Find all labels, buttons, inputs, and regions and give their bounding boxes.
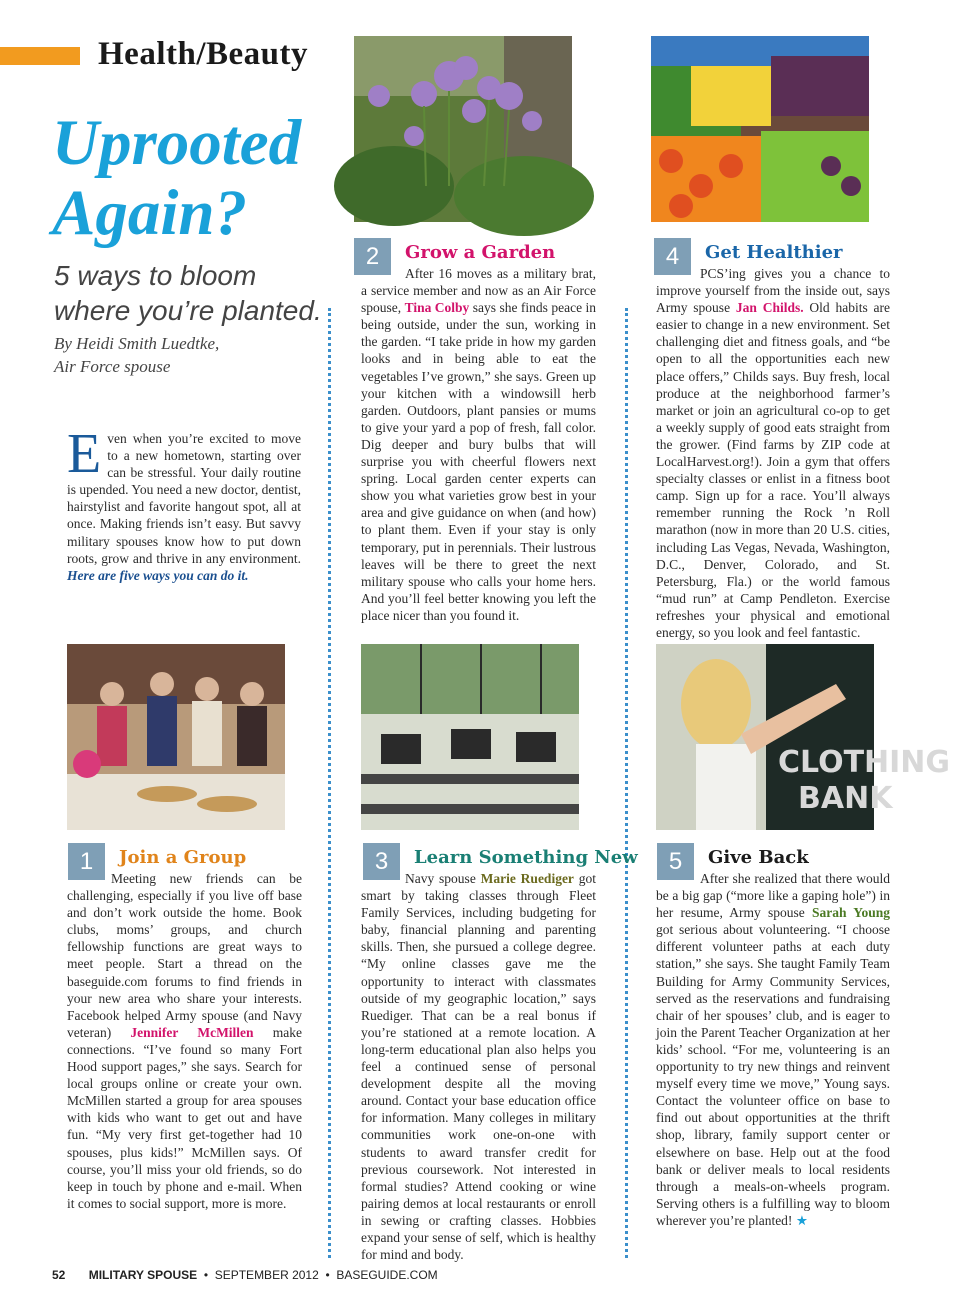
deck: [54, 258, 344, 328]
end-star-icon: ★: [795, 1212, 808, 1228]
column-divider-right: [625, 308, 628, 1258]
tip-number-1: 1: [68, 843, 105, 880]
byline: [54, 332, 344, 378]
tip-body-give-back: After she realized that there would be a big gap (“more like a gaping hole”) in her resume, Army spouse Sarah Young got serious about volunteering. “I choose different volunteer paths at each duty station,” she says. She taught Family Team Building for Army Community Services, served as the reservations and fundraising chair of her spouses’ club, and is eager to join the Parent Teacher Organization at her kids’ school. “For me, volunteering is an opportunity to try new things and reinvent myself every time we move,” Young says. Contact the volunteer office on base to find out about opportunities at the thrift shop, library, family support center or elsewhere on base. Help out at the food bank or deliver meals to local residents through a meals-on-wheels program. Serving others is a fulfilling way to bloom wherever you’re planted! ★: [656, 871, 890, 1228]
photo-garden-flowers: [354, 36, 572, 222]
tip-body-grow-a-garden: After 16 moves as a military brat, a service member and now as an Air Force spouse, Tina Colby says she finds peace in being outside, under the sun, working in the garden. “I take pride in how my garden looks and in being able to eat the vegetables I’ve grown,” she says. Green up your kitchen with a windowsill herb garden. Outdoors, plant pansies or mums to give your yard a pop of fresh, fall color. Dig deeper and bury bulbs that will surprise you with cheerful flowers next spring. Local garden center experts can show you what varieties grow best in your area and give guidance on when (and how) to plant them. Even if your stay is only temporary, put in perennials. Their lustrous leaves will be there to greet the next military spouse who calls your home hers. And you’ll feel better knowing you left the place nicer than you found it.: [361, 266, 597, 623]
tip-body-join-a-group: Meeting new friends can be challenging, especially if you live off base and don’t work outside the home. Book clubs, moms’ groups, and church fellowship functions are great ways to meet people. Start a thread on the baseguide.com forums to find friends in your new area who share your interests. Facebook helped Army spouse (and Navy veteran) Jennifer McMillen make connections. “I’ve found so many Fort Hood support pages,” she says. Search for local groups online or create your own. McMillen started a group for area spouses with kids who want to get out and have fun. “My very first get-together had 10 spouses, plus kids!” McMillen says. Of course, you’ll miss your old friends, so do keep in touch by phone and e-mail. When it comes to social support, more is more.: [67, 871, 302, 1211]
deck-line2: where you’re planted.: [54, 295, 322, 326]
tip-body-get-healthier: PCS’ing gives you a chance to improve yourself from the inside out, says Army spouse Jan Childs. Old habits are easier to change in a new environment. Set challenging diet and fitness goals, and “be open to all the opportunities each new place offers,” Childs says. Buy fresh, local produce at the neighborhood farmer’s market or join an agricultural co-op to get a weekly supply of good eats straight from the grower. (Find farms by ZIP code at LocalHarvest.org!). Join a gym that offers specialty classes or enlist in a fitness boot camp. Sign up for a race. You’ll always remember running the Rock ’n Roll marathon (now in more than 20 U.S. cities, including Las Vegas, Nevada, Washington, D.C., Denver, Colorado, and St. Petersburg, Fla.) or the world famous “mud run” at Camp Pendleton. Exercise refreshes your physical and emotional energy, so you look and feel fantastic.: [656, 266, 891, 640]
magazine-name: MILITARY SPOUSE: [88, 1268, 198, 1282]
tip-title-grow-a-garden: Grow a Garden: [405, 242, 556, 263]
intro-paragraph: [67, 423, 301, 584]
website: BASEGUIDE.COM: [336, 1268, 438, 1282]
tip-number-4: 4: [654, 238, 691, 275]
byline-line2: Air Force spouse: [54, 357, 171, 376]
spouse-name-tina-colby: Tina Colby: [404, 300, 470, 316]
photo-classroom: [361, 644, 579, 830]
photo-group-gathering: [67, 644, 285, 830]
headline: [52, 108, 342, 248]
headline-line2: Again?: [52, 177, 248, 249]
intro-text: ven when you’re excited to move to a new hometown, starting over can be stressful. Your daily routine is upended. You need a new doctor, dentist, hairstylist and favorite hangout spot, all at once. Making friends isn’t easy. But savvy military spouses know how to put down roots, grow and thrive in any environment.: [67, 431, 301, 566]
footer-separator: •: [203, 1268, 209, 1282]
sign-text-line2: BANK: [798, 781, 893, 816]
tip-number-3: 3: [363, 843, 400, 880]
spouse-name-jan-childs: Jan Childs.: [735, 300, 804, 316]
intro-cta: Here are five ways you can do it.: [67, 567, 249, 583]
tip-number-2: 2: [354, 238, 391, 275]
spouse-name-marie-ruediger: Marie Ruediger: [480, 871, 574, 886]
page-footer: [52, 1268, 438, 1282]
page-number: 52: [52, 1268, 66, 1282]
headline-line1: Uprooted: [52, 107, 302, 179]
byline-line1: By Heidi Smith Luedtke,: [54, 334, 220, 353]
tip-title-get-healthier: Get Healthier: [705, 242, 843, 263]
tip-title-give-back: Give Back: [708, 847, 809, 868]
spouse-name-sarah-young: Sarah Young: [812, 905, 890, 921]
tip-title-learn-something-new: Learn Something New: [414, 847, 638, 868]
tip-number-5: 5: [657, 843, 694, 880]
spouse-name-jennifer-mcmillen: Jennifer McMillen: [130, 1024, 254, 1040]
photo-clothing-bank: [656, 644, 951, 830]
section-accent-bar: [0, 47, 80, 65]
deck-line1: 5 ways to bloom: [54, 260, 257, 291]
drop-cap: E: [67, 423, 102, 485]
section-title: Health/Beauty: [98, 36, 308, 72]
column-divider-left: [328, 308, 331, 1258]
tip-title-join-a-group: Join a Group: [119, 847, 247, 868]
tip-body-learn-something-new: Navy spouse Marie Ruediger got smart by taking classes through Fleet Family Services, including budgeting for baby, financial planning and parenting skills. Then, she pursued a college degree. “My online classes gave me the opportunity to interact with classmates outside of my geographic location,” says Ruediger. That can be a real bonus if you’re stationed at a remote location. A long-term educational plan also helps you feel a continued sense of personal development despite all the moving around. Contact your base education office for information. Many colleges in military communities work one-on-one with students to award transfer credit for previous coursework. Not interested in formal studies? Attend cooking or wine pairing demos at local restaurants or enroll in sewing or crafting classes. Hobbies expand your sense of self, which is healthy for mind and body.: [361, 871, 597, 1263]
photo-fresh-produce: [651, 36, 869, 222]
issue-date: SEPTEMBER 2012: [214, 1268, 319, 1282]
sign-text-line1: CLOTHING: [778, 745, 951, 780]
footer-separator-2: •: [325, 1268, 330, 1282]
